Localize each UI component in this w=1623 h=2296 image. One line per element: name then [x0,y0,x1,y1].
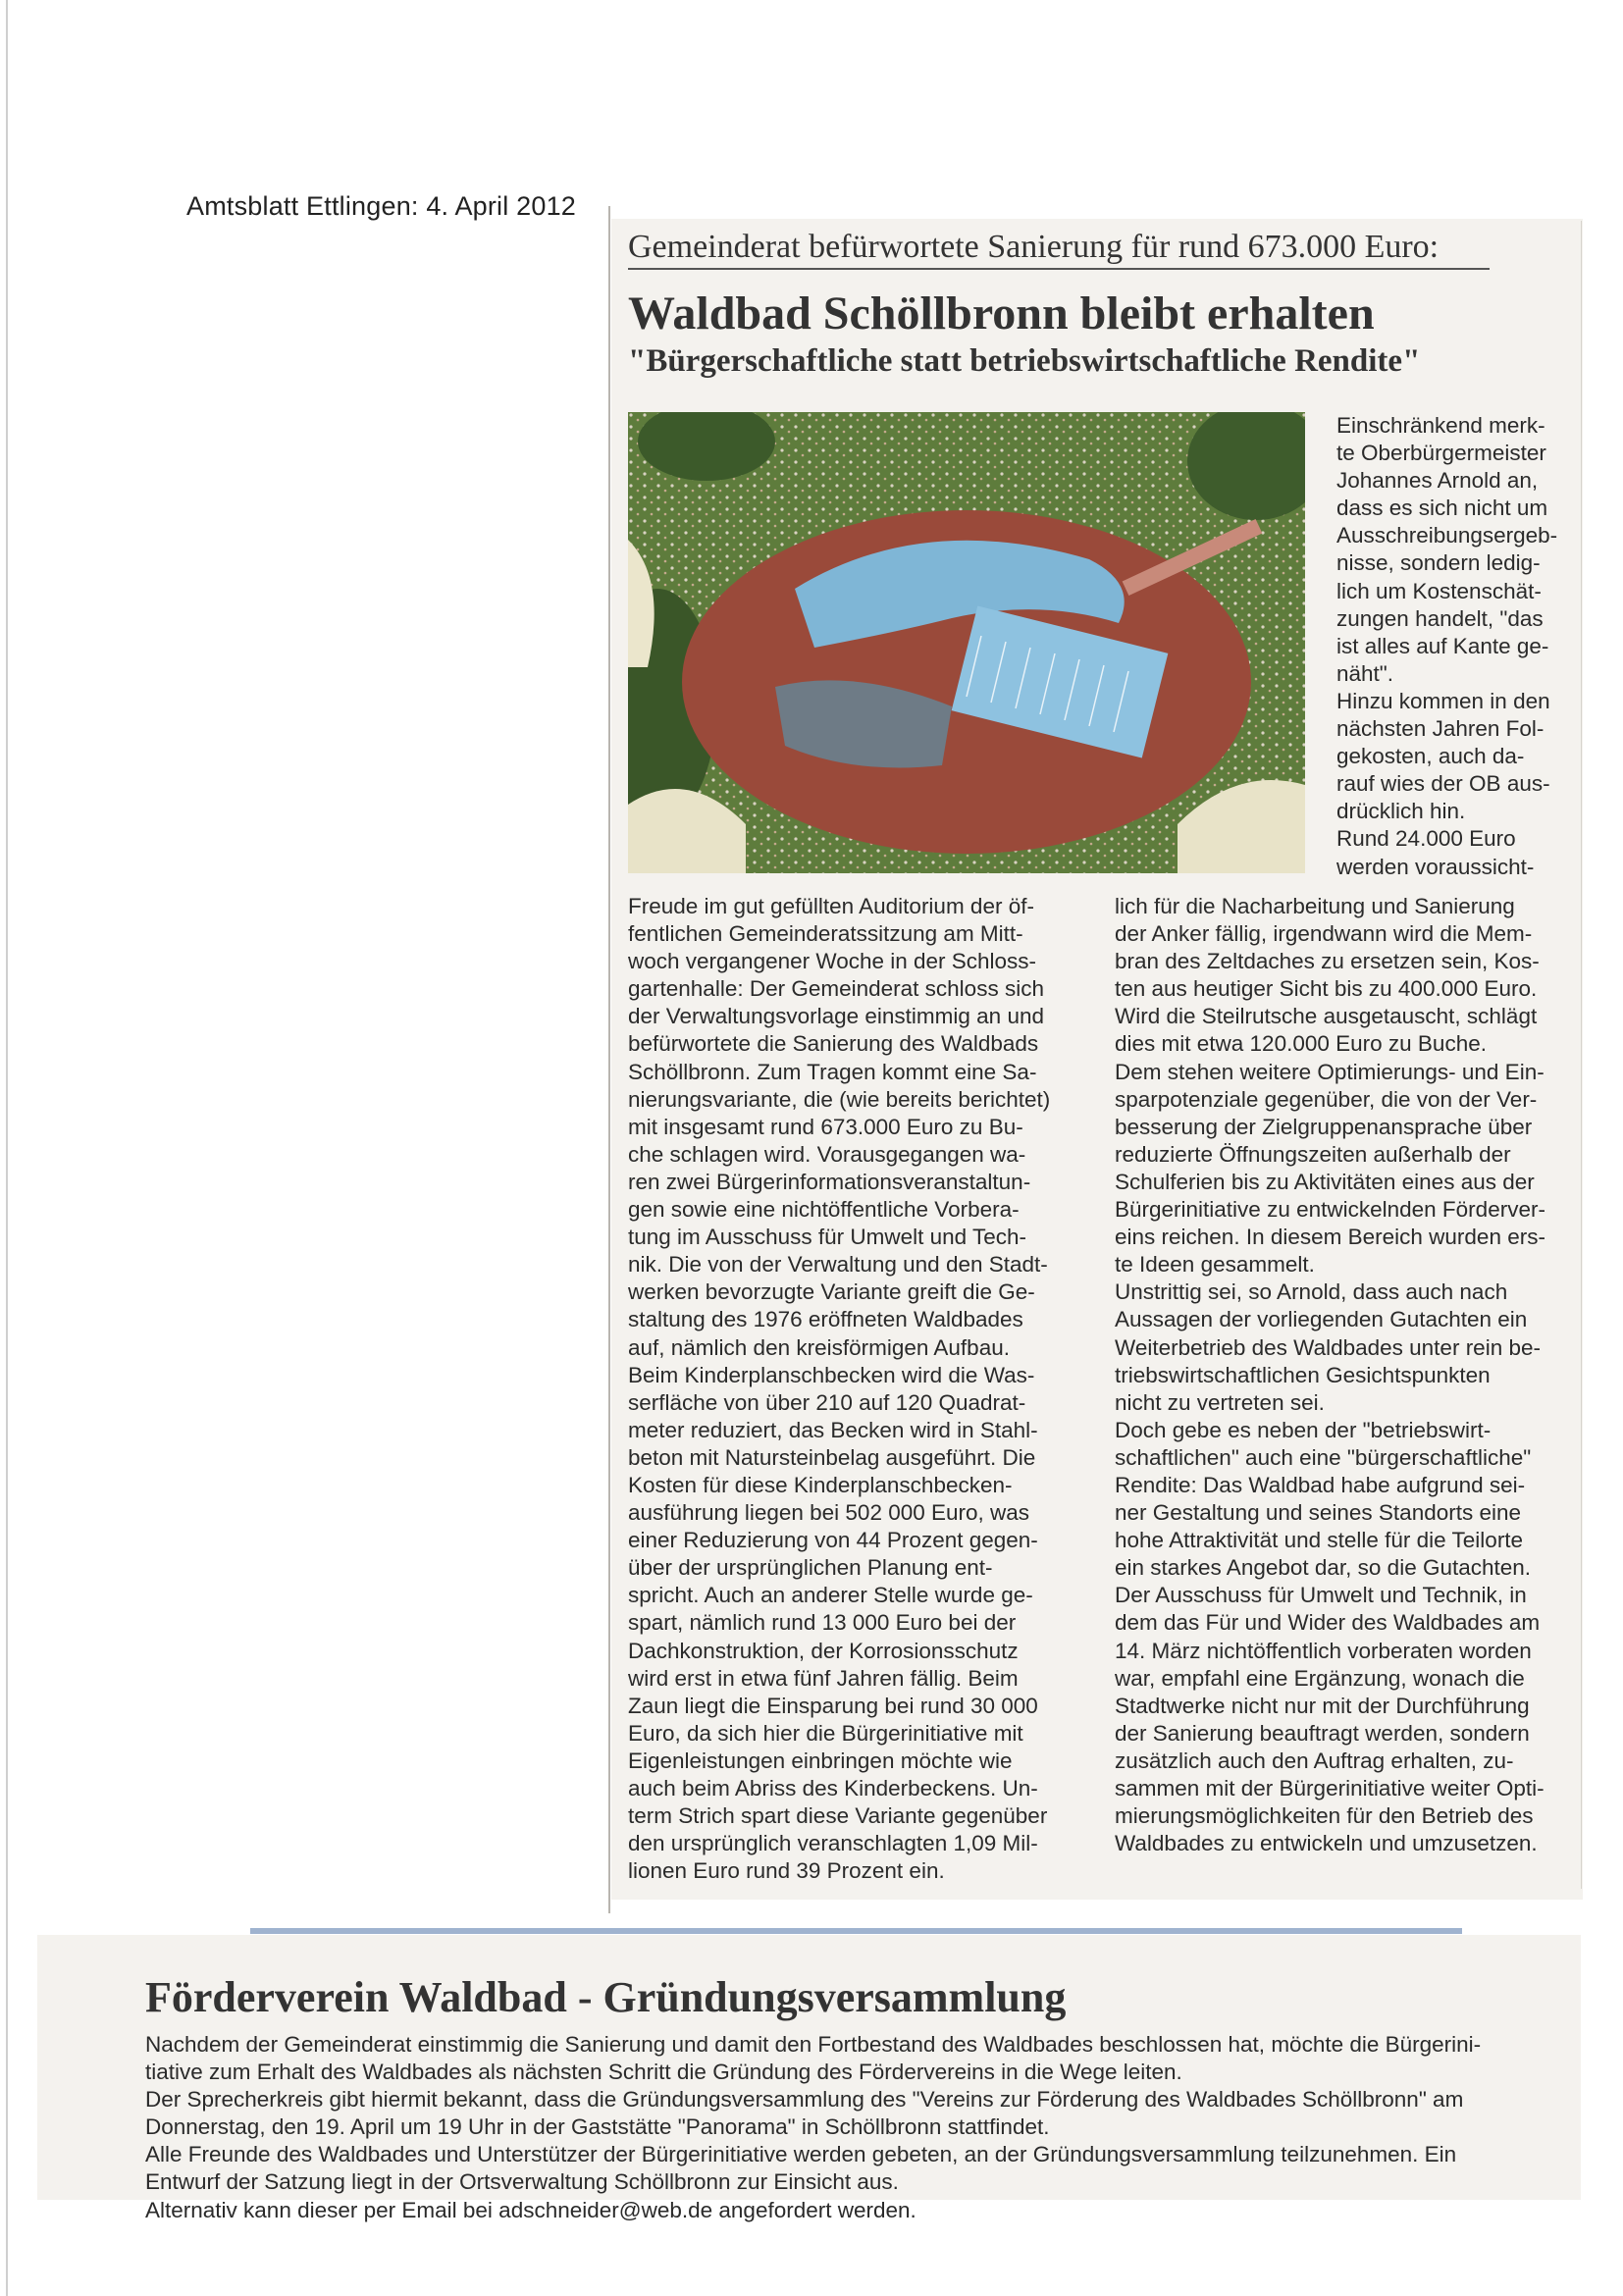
article-text: Freude im gut gefüllten Auditorium der öf- fentlichen Gemeinderatssitzung am Mitt- woch vergangener Woche in der Schloss- gartenhalle: Der Gemeinderat schloss sich der Verwaltungsvorlage einstimmig an und befürwortete die Sanierung des Waldbads Schöllbronn. Zum Tragen kommt eine Sa- nierungsvariante, die (wie bereits berichtet) mit insgesamt rund 673.000 Euro zu Bu- che schlagen wird. Vorausgegangen wa- ren zwei Bürgerinformationsveranstaltun- gen sowie eine nichtöffentliche Vorbera- tung im Ausschuss für Umwelt und Tech- nik. Die von der Verwaltung und den Stadt- werken bevorzugte Variante greift die Ge- staltung des 1976 eröffneten Waldbades auf, nämlich den kreisförmigen Aufbau. Beim Kinderplanschbecken wird die Was- serfläche von über 210 auf 120 Quadrat- meter reduziert, das Becken wird in Stahl- beton mit Natursteinbelag ausgeführt. Die Kosten für diese Kinderplanschbecken- ausführung liegen bei 502 000 Euro, was einer Reduzierung von 44 Prozent gegen- über der ursprünglichen Planung ent- spricht. Auch an anderer Stelle wurde ge- spart, nämlich rund 13 000 Euro bei der Dachkonstruktion, der Korrosionsschutz wird erst in etwa fünf Jahren fällig. Beim Zaun liegt die Einsparung bei rund 30 000 Euro, da sich hier die Bürgerinitiative mit Eigenleistungen einbringen möchte wie auch beim Abriss des Kinderbeckens. Un- term Strich spart diese Variante gegenüber den ursprünglich veranschlagten 1,09 Mil- lionen Euro rund 39 Prozent ein. [628,894,1051,1884]
scan-edge-line [6,0,8,2296]
article-column-left [628,893,1081,1885]
aerial-photo-waldbad [628,412,1305,873]
article-column-top-right [1336,412,1568,881]
article-text: Einschränkend merk- te Oberbürgermeister Johannes Arnold an, dass es sich nicht um Ausschreibungsergeb- nisse, sondern ledig- lich um Kostenschät- zungen handelt, "das ist alles auf Kante ge- näht". Hinzu kommen in den nächsten Jahren Fol- gekosten, auch da- rauf wies der OB aus- drücklich hin. Rund 24.000 Euro werden voraussicht- [1336,413,1558,879]
clipping-edge [608,206,610,1913]
article-overline: Gemeinderat befürwortete Sanierung für rund 673.000 Euro: [628,229,1490,270]
article-column-right [1115,893,1568,1857]
announcement-text: Nachdem der Gemeinderat einstimmig die Sanierung und damit den Fortbestand des Waldbades beschlossen hat, möchte die Bürgerini- tiative zum Erhalt des Waldbades als nächsten Schritt die Gründung des Fördervereins in die Wege leiten. Der Sprecherkreis gibt hiermit bekannt, dass die Gründungsversammlung des "Vereins zur Förderung des Waldbades Schöllbronn" am Donnerstag, den 19. April um 19 Uhr in der Gaststätte "Panorama" in Schöllbronn stattfindet. Alle Freunde des Waldbades und Unterstützer der Bürgerinitiative werden gebeten, an der Gründungsversammlung teilzunehmen. Ein Entwurf der Satzung liegt in der Ortsverwaltung Schöllbronn zur Einsicht aus. Alternativ kann dieser per Email bei adschneider@web.de angefordert werden. [145,2032,1482,2222]
clipping-edge [1581,221,1582,1889]
announcement-title: Förderverein Waldbad - Gründungsversammlung [145,1973,1067,2021]
section-divider [250,1928,1462,1934]
article-subheadline: "Bürgerschaftliche statt betriebswirtschaftliche Rendite" [628,343,1421,379]
announcement-body [145,2031,1578,2224]
article-text: lich für die Nacharbeitung und Sanierung der Anker fällig, irgendwann wird die Mem- bran des Zeltdaches zu ersetzen sein, Kos- ten aus heutiger Sicht bis zu 400.000 Euro. Wird die Steilrutsche ausgetauscht, schlägt dies mit etwa 120.000 Euro zu Buche. Dem stehen weitere Optimierungs- und Ein- sparpotenziale gegenüber, die von der Ver- besserung der Zielgruppenansprache über reduzierte Öffnungszeiten außerhalb der Schulferien bis zu Aktivitäten eines aus der Bürgerinitiative zu entwickelnden Förderver- eins reichen. In diesem Bereich wurden ers- te Ideen gesammelt. Unstrittig sei, so Arnold, dass auch nach Aussagen der vorliegenden Gutachten ein Weiterbetrieb des Waldbades unter rein be- triebswirtschaftlichen Gesichtspunkten nicht zu vertreten sei. Doch gebe es neben der "betriebswirt- schaftlichen" auch eine "bürgerschaftliche" Rendite: Das Waldbad habe aufgrund sei- ner Gestaltung und seines Standorts eine hohe Attraktivität und stelle für die Teilorte ein starkes Angebot dar, so die Gutachten. Der Ausschuss für Umwelt und Technik, in dem das Für und Wider des Waldbades am 14. März nichtöffentlich vorberaten worden war, empfahl eine Ergänzung, wonach die Stadtwerke nicht nur mit der Durchführung der Sanierung beauftragt werden, sondern zusätzlich auch den Auftrag erhalten, zu- sammen mit der Bürgerinitiative weiter Opti- mierungsmöglichkeiten für den Betrieb des Waldbades zu entwickeln und umzusetzen. [1115,894,1545,1856]
source-line: Amtsblatt Ettlingen: 4. April 2012 [186,191,577,221]
article-headline: Waldbad Schöllbronn bleibt erhalten [628,287,1375,339]
